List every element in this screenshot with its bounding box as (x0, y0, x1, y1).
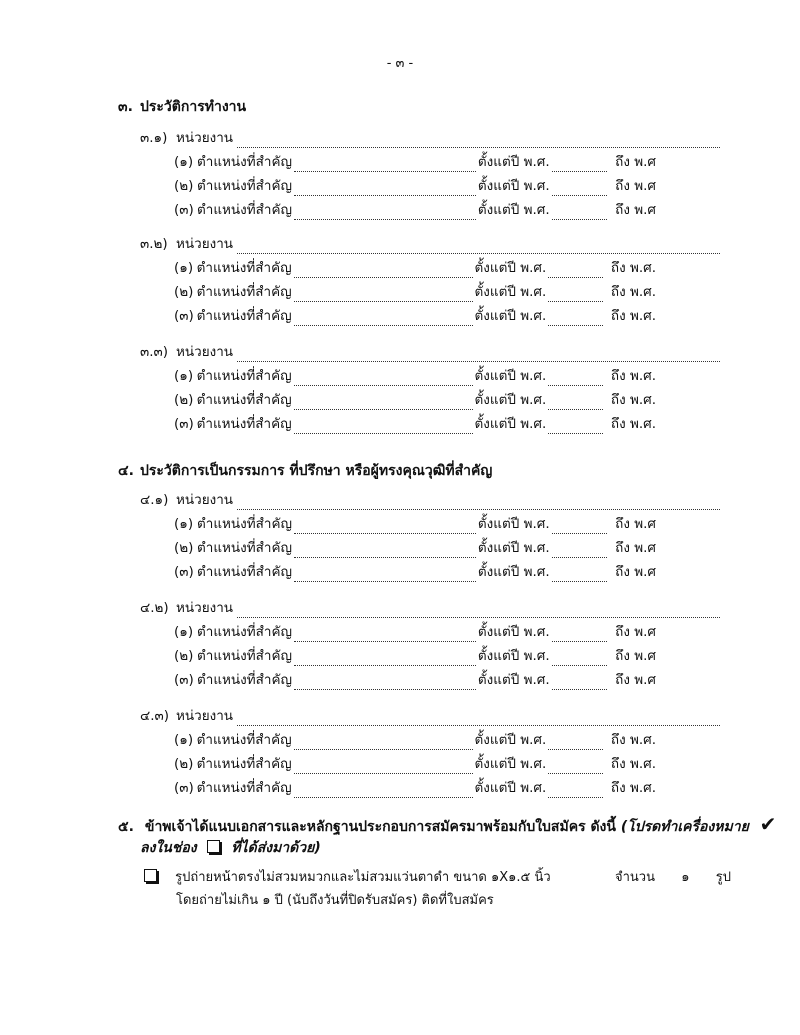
since-label: ตั้งแต่ปี พ.ศ. (477, 516, 550, 532)
position-label: ตำแหน่งที่สำคัญ (196, 368, 292, 384)
photo-requirement: รูปถ่ายหน้าตรงไม่สวมหมวกและไม่สวมแว่นตาดำ ขนาด ๑X๑.๕ นิ้ว (175, 870, 551, 885)
since-year-input-line[interactable] (548, 372, 603, 386)
position-input-line[interactable] (294, 182, 476, 196)
unit-input-line[interactable] (237, 348, 720, 362)
unit-input-line[interactable] (237, 134, 720, 148)
until-label: ถึง พ.ศ. (610, 416, 656, 432)
section-5-instruction: (โปรดทำเครื่องหมาย (620, 819, 749, 835)
position-number: (๒) (174, 756, 194, 772)
since-year-input-line[interactable] (552, 568, 608, 582)
since-year-input-line[interactable] (552, 206, 608, 220)
position-input-line[interactable] (294, 158, 476, 172)
until-label: ถึง พ.ศ (615, 202, 656, 218)
section-5-instruction-line2 (140, 837, 321, 859)
until-label: ถึง พ.ศ. (610, 732, 656, 748)
position-number: (๓) (174, 202, 194, 218)
until-label: ถึง พ.ศ (615, 154, 656, 170)
section-5-instruction-c: ที่ได้ส่งมาด้วย) (231, 840, 321, 856)
unit-label: หน่วยงาน (176, 344, 234, 360)
unit-input-line[interactable] (237, 712, 720, 726)
page-number: - ๓ - (386, 56, 414, 71)
position-input-line[interactable] (294, 264, 473, 278)
position-row (174, 304, 660, 326)
position-label: ตำแหน่งที่สำคัญ (196, 284, 292, 300)
since-year-input-line[interactable] (548, 396, 603, 410)
position-input-line[interactable] (294, 652, 476, 666)
since-year-input-line[interactable] (548, 264, 603, 278)
position-input-line[interactable] (294, 206, 476, 220)
section-5-text: ข้าพเจ้าได้แนบเอกสารและหลักฐานประกอบการสมัครมาพร้อมกับใบสมัคร ดังนี้ (144, 819, 616, 835)
position-number: (๒) (174, 178, 194, 194)
unit-number: ๓.๒) (140, 236, 168, 252)
position-row (174, 620, 660, 642)
since-year-input-line[interactable] (552, 520, 608, 534)
unit-label: หน่วยงาน (176, 236, 234, 252)
until-label: ถึง พ.ศ (615, 178, 656, 194)
since-label: ตั้งแต่ปี พ.ศ. (477, 540, 550, 556)
until-label: ถึง พ.ศ (615, 624, 656, 640)
position-number: (๑) (174, 516, 194, 532)
since-year-input-line[interactable] (552, 158, 608, 172)
position-label: ตำแหน่งที่สำคัญ (196, 516, 292, 532)
position-row (174, 388, 660, 410)
position-row (174, 150, 660, 172)
position-number: (๑) (174, 732, 194, 748)
since-label: ตั้งแต่ปี พ.ศ. (474, 416, 547, 432)
position-input-line[interactable] (294, 396, 473, 410)
position-number: (๑) (174, 260, 194, 276)
since-year-input-line[interactable] (548, 288, 603, 302)
position-number: (๒) (174, 284, 194, 300)
unit-row (140, 704, 720, 726)
position-input-line[interactable] (294, 420, 473, 434)
position-row (174, 174, 660, 196)
position-label: ตำแหน่งที่สำคัญ (196, 648, 292, 664)
since-year-input-line[interactable] (548, 736, 603, 750)
until-label: ถึง พ.ศ. (610, 392, 656, 408)
since-year-input-line[interactable] (548, 312, 603, 326)
position-input-line[interactable] (294, 568, 476, 582)
position-row (174, 256, 660, 278)
section-5-instruction-b: ลงในช่อง (140, 840, 197, 856)
attachment-item-photo (144, 866, 731, 887)
section-heading (118, 96, 246, 118)
until-label: ถึง พ.ศ (615, 564, 656, 580)
until-label: ถึง พ.ศ (615, 648, 656, 664)
position-number: (๓) (174, 780, 194, 796)
position-label: ตำแหน่งที่สำคัญ (196, 672, 292, 688)
section-title: ประวัติการเป็นกรรมการ ที่ปรึกษา หรือผู้ทรงคุณวุฒิที่สำคัญ (140, 463, 493, 479)
position-input-line[interactable] (294, 736, 473, 750)
position-label: ตำแหน่งที่สำคัญ (196, 202, 292, 218)
since-label: ตั้งแต่ปี พ.ศ. (474, 368, 547, 384)
position-label: ตำแหน่งที่สำคัญ (196, 624, 292, 640)
position-row (174, 280, 660, 302)
since-year-input-line[interactable] (548, 784, 603, 798)
position-input-line[interactable] (294, 760, 473, 774)
photo-qty: ๑ (681, 870, 690, 885)
since-label: ตั้งแต่ปี พ.ศ. (477, 672, 550, 688)
since-label: ตั้งแต่ปี พ.ศ. (477, 624, 550, 640)
since-label: ตั้งแต่ปี พ.ศ. (474, 284, 547, 300)
position-row (174, 668, 660, 690)
since-year-input-line[interactable] (552, 544, 608, 558)
unit-input-line[interactable] (237, 240, 720, 254)
position-number: (๓) (174, 672, 194, 688)
since-year-input-line[interactable] (548, 420, 603, 434)
unit-input-line[interactable] (237, 604, 720, 618)
position-row (174, 752, 660, 774)
position-label: ตำแหน่งที่สำคัญ (196, 154, 292, 170)
position-number: (๒) (174, 540, 194, 556)
since-label: ตั้งแต่ปี พ.ศ. (474, 756, 547, 772)
photo-requirement-line2: โดยถ่ายไม่เกิน ๑ ปี (นับถึงวันที่ปิดรับสมัคร) ติดที่ใบสมัคร (176, 893, 494, 908)
position-label: ตำแหน่งที่สำคัญ (196, 178, 292, 194)
position-row (174, 412, 660, 434)
position-label: ตำแหน่งที่สำคัญ (196, 564, 292, 580)
photo-qty-label: จำนวน (614, 870, 655, 885)
until-label: ถึง พ.ศ. (610, 756, 656, 772)
unit-label: หน่วยงาน (176, 600, 234, 616)
photo-checkbox[interactable] (144, 869, 157, 882)
position-input-line[interactable] (294, 628, 476, 642)
unit-label: หน่วยงาน (176, 130, 234, 146)
position-label: ตำแหน่งที่สำคัญ (196, 780, 292, 796)
section-heading (118, 460, 492, 482)
position-row (174, 560, 660, 582)
since-year-input-line[interactable] (552, 628, 608, 642)
position-row (174, 512, 660, 534)
since-year-input-line[interactable] (552, 182, 608, 196)
section-5-heading (118, 812, 776, 838)
unit-number: ๔.๓) (140, 708, 170, 724)
since-label: ตั้งแต่ปี พ.ศ. (477, 564, 550, 580)
position-input-line[interactable] (294, 784, 473, 798)
unit-row (140, 488, 720, 510)
until-label: ถึง พ.ศ (615, 516, 656, 532)
position-label: ตำแหน่งที่สำคัญ (196, 416, 292, 432)
since-label: ตั้งแต่ปี พ.ศ. (474, 392, 547, 408)
position-number: (๓) (174, 564, 194, 580)
position-row (174, 644, 660, 666)
unit-number: ๓.๑) (140, 130, 168, 146)
position-input-line[interactable] (294, 520, 476, 534)
position-label: ตำแหน่งที่สำคัญ (196, 308, 292, 324)
checkbox-icon (207, 840, 220, 853)
section-number: ๓. (118, 99, 133, 115)
since-label: ตั้งแต่ปี พ.ศ. (474, 732, 547, 748)
since-label: ตั้งแต่ปี พ.ศ. (477, 202, 550, 218)
position-input-line[interactable] (294, 288, 473, 302)
until-label: ถึง พ.ศ. (610, 780, 656, 796)
section-5-number: ๕. (118, 819, 134, 835)
unit-number: ๔.๒) (140, 600, 169, 616)
since-label: ตั้งแต่ปี พ.ศ. (477, 648, 550, 664)
since-label: ตั้งแต่ปี พ.ศ. (474, 308, 547, 324)
photo-qty-unit: รูป (715, 870, 732, 885)
position-label: ตำแหน่งที่สำคัญ (196, 756, 292, 772)
position-number: (๑) (174, 154, 194, 170)
unit-number: ๔.๑) (140, 492, 169, 508)
until-label: ถึง พ.ศ. (610, 260, 656, 276)
position-input-line[interactable] (294, 676, 476, 690)
unit-row (140, 596, 720, 618)
position-input-line[interactable] (294, 372, 473, 386)
position-input-line[interactable] (294, 544, 476, 558)
unit-row (140, 232, 720, 254)
position-row (174, 728, 660, 750)
position-input-line[interactable] (294, 312, 473, 326)
unit-input-line[interactable] (237, 496, 720, 510)
until-label: ถึง พ.ศ (615, 672, 656, 688)
position-number: (๒) (174, 392, 194, 408)
position-label: ตำแหน่งที่สำคัญ (196, 540, 292, 556)
position-label: ตำแหน่งที่สำคัญ (196, 732, 292, 748)
position-number: (๓) (174, 416, 194, 432)
position-number: (๒) (174, 648, 194, 664)
until-label: ถึง พ.ศ. (610, 308, 656, 324)
position-row (174, 536, 660, 558)
section-title: ประวัติการทำงาน (140, 99, 247, 115)
unit-label: หน่วยงาน (176, 492, 234, 508)
position-row (174, 776, 660, 798)
since-label: ตั้งแต่ปี พ.ศ. (474, 260, 547, 276)
unit-row (140, 126, 720, 148)
since-year-input-line[interactable] (552, 652, 608, 666)
until-label: ถึง พ.ศ. (610, 284, 656, 300)
position-number: (๓) (174, 308, 194, 324)
position-row (174, 198, 660, 220)
unit-number: ๓.๓) (140, 344, 169, 360)
since-year-input-line[interactable] (548, 760, 603, 774)
since-year-input-line[interactable] (552, 676, 608, 690)
section-number: ๔. (118, 463, 134, 479)
checkmark-icon: ✔ (759, 812, 777, 836)
position-label: ตำแหน่งที่สำคัญ (196, 260, 292, 276)
unit-label: หน่วยงาน (176, 708, 234, 724)
until-label: ถึง พ.ศ. (610, 368, 656, 384)
since-label: ตั้งแต่ปี พ.ศ. (474, 780, 547, 796)
since-label: ตั้งแต่ปี พ.ศ. (477, 154, 550, 170)
unit-row (140, 340, 720, 362)
position-number: (๑) (174, 368, 194, 384)
since-label: ตั้งแต่ปี พ.ศ. (477, 178, 550, 194)
position-row (174, 364, 660, 386)
position-number: (๑) (174, 624, 194, 640)
position-label: ตำแหน่งที่สำคัญ (196, 392, 292, 408)
until-label: ถึง พ.ศ (615, 540, 656, 556)
